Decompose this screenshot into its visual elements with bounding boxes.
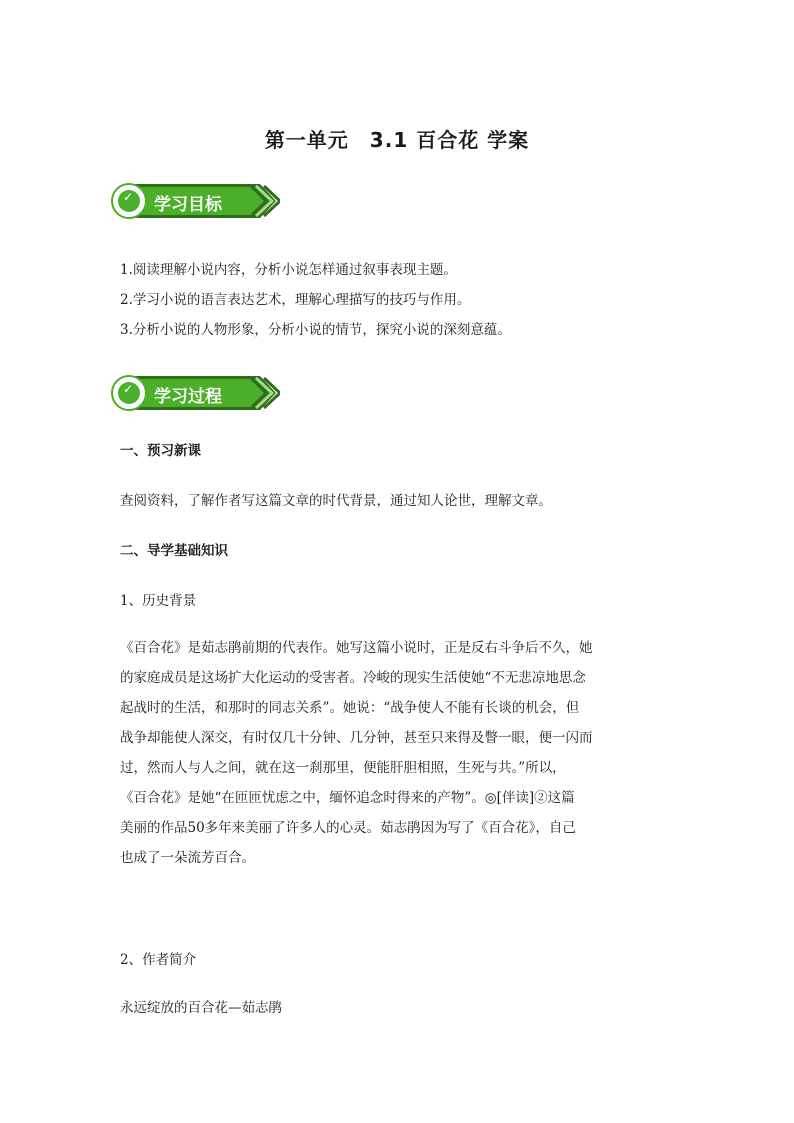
subheading-history: 1、历史背景 xyxy=(120,593,197,609)
section-banner-process xyxy=(110,373,280,413)
paragraph-line: 《百合花》是茹志鹃前期的代表作。她写这篇小说时，正是反右斗争后不久，她 xyxy=(120,640,593,656)
subheading-author: 2、作者简介 xyxy=(120,952,197,968)
paragraph-line: 过，然而人与人之间，就在这一刹那里，便能肝胆相照，生死与共。”所以， xyxy=(120,760,566,776)
author-text: 永远绽放的百合花—茹志鹃 xyxy=(120,1000,282,1016)
objective-item: 1.阅读理解小说内容，分析小说怎样通过叙事表现主题。 xyxy=(120,262,457,278)
paragraph-line: 美丽的作品50多年来美丽了许多人的心灵。茹志鹃因为写了《百合花》，自己 xyxy=(120,820,576,836)
section-banner-objectives xyxy=(110,181,280,221)
objective-item: 2.学习小说的语言表达艺术，理解心理描写的技巧与作用。 xyxy=(120,292,471,308)
paragraph-line: 《百合花》是她“在匝匝忧虑之中，缅怀追念时得来的产物”。◎[伴读]②这篇 xyxy=(120,790,575,806)
banner-label: 学习目标 xyxy=(154,195,222,215)
paragraph-line: 起战时的生活，和那时的同志关系”。她说：“战争使人不能有长谈的机会，但 xyxy=(120,700,580,716)
objective-item: 3.分析小说的人物形象，分析小说的情节，探究小说的深刻意蕴。 xyxy=(120,322,511,338)
page-title: 第一单元 3.1 百合花 学案 xyxy=(264,128,530,152)
heading-basics: 二、导学基础知识 xyxy=(120,543,228,559)
history-paragraph xyxy=(120,633,680,873)
paragraph-line: 战争却能使人深交，有时仅几十分钟、几分钟，甚至只来得及瞥一眼，便一闪而 xyxy=(120,730,593,746)
check-badge-icon: ✓ xyxy=(123,382,134,396)
banner-label: 学习过程 xyxy=(154,387,222,407)
heading-preview: 一、预习新课 xyxy=(120,443,201,459)
objective-list xyxy=(120,255,680,345)
check-badge-icon: ✓ xyxy=(123,190,134,204)
paragraph-line: 的家庭成员是这场扩大化运动的受害者。冷峻的现实生活使她“不无悲凉地思念 xyxy=(120,670,586,686)
preview-text: 查阅资料，了解作者写这篇文章的时代背景，通过知人论世，理解文章。 xyxy=(120,493,552,509)
paragraph-line: 也成了一朵流芳百合。 xyxy=(120,850,255,866)
